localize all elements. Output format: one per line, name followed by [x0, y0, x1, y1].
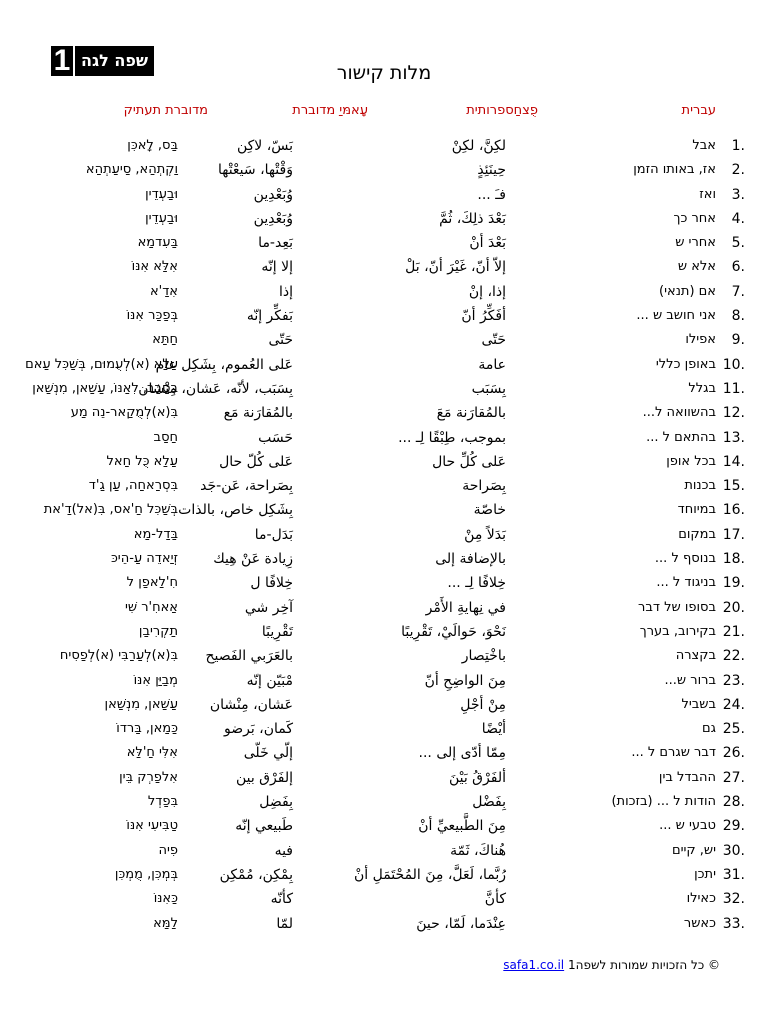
tatik-cell: בִּסַבַב, לִאַנּוֹ, עַשַׁאן, מִנְשַׁאן [32, 380, 178, 396]
logo-number: 1 [51, 46, 73, 76]
hebrew-cell: בקירוב, בערך [639, 623, 716, 639]
tatik-cell: לַמַּא [153, 915, 178, 931]
table-row [0, 840, 768, 864]
fusha-cell: أيْضًا [481, 721, 506, 738]
table-row [0, 208, 768, 232]
row-number: 21. [722, 623, 745, 640]
row-number: 26. [722, 745, 745, 762]
hebrew-cell: אבל [692, 138, 716, 153]
amia-cell: كأنّه [270, 891, 293, 908]
table-row [0, 159, 768, 183]
table-row [0, 184, 768, 208]
row-number: 2. [731, 162, 745, 179]
row-number: 19. [722, 575, 745, 592]
table-row [0, 864, 768, 888]
header-amia: עָ‏אמּיַ‏ מדוברת [292, 103, 368, 118]
row-number: 11. [722, 380, 745, 397]
table-row [0, 815, 768, 839]
hebrew-cell: אלא ש [677, 259, 716, 275]
amia-cell: وُبَعْدِين [253, 210, 293, 227]
row-number: 5. [731, 235, 745, 252]
amia-cell: عَشان، مِنْشان [209, 696, 293, 713]
tatik-cell: מְבַיַּן אִנּוֹ [133, 672, 178, 688]
row-number: 23. [722, 672, 745, 689]
tatik-cell: וּבַעְדֵין [145, 186, 178, 202]
amia-cell: بِشَكِل خاص، بالذات [178, 502, 293, 519]
fusha-cell: بَعْدَ ذلِكَ، ثُمَّ [439, 210, 506, 227]
fusha-cell: رُبَّما، لَعَلَّ، مِنَ المُحْتَمَلِ أنْ [353, 866, 506, 883]
table-row [0, 767, 768, 791]
row-number: 24. [722, 696, 745, 713]
fusha-cell: مِنَ الطَّبيعيِّ أنْ [418, 818, 506, 835]
table-row [0, 232, 768, 256]
table-row [0, 645, 768, 669]
hebrew-cell: אפילו [685, 332, 716, 348]
header-tatik: מדוברת תעתיק [123, 103, 208, 118]
amia-cell: إلفَرْق بين [235, 769, 293, 786]
tatik-cell: חַסַב [153, 429, 178, 445]
fusha-cell: فـَ ... [477, 186, 506, 203]
fusha-cell: بِفَضْل [472, 794, 506, 811]
fusha-cell: ألفَرْقُ بَيْنَ [448, 769, 506, 786]
tatik-cell: בַּדַל-מַא [133, 526, 178, 542]
row-number: 33. [722, 915, 745, 932]
header-fusha: פֻ‏צחַ‏ספרותית [466, 103, 538, 118]
tatik-cell: אַאחִ'ר שִׁי [124, 599, 178, 615]
row-number: 17. [722, 526, 745, 543]
table-row [0, 475, 768, 499]
tatik-cell: כַּאִנּוֹ [153, 891, 178, 907]
hebrew-cell: ואז [699, 186, 716, 202]
hebrew-cell: הודות ל ... (בזכות) [611, 794, 716, 810]
fusha-cell: نَحْوَ، حَوالَيْ، تَقْرِيبًا [401, 623, 506, 640]
amia-cell: بِفَضِل [259, 794, 293, 811]
hebrew-cell: בגלל [688, 380, 716, 396]
amia-cell: بالعَرَبي الفَصيح [205, 648, 293, 665]
hebrew-cell: אחרי ש [675, 235, 716, 251]
amia-cell: زِيادة عَنْ هِيك [213, 551, 293, 568]
table-row [0, 791, 768, 815]
amia-cell: إذا [278, 283, 293, 300]
fusha-cell: حَتّى [481, 332, 506, 349]
row-number: 10. [722, 356, 745, 373]
table-row [0, 548, 768, 572]
fusha-cell: بَعْدَ أنْ [469, 235, 506, 252]
hebrew-cell: בקצרה [675, 648, 716, 664]
row-number: 13. [722, 429, 745, 446]
amia-cell: إلّي خَلّى [243, 745, 293, 762]
table-row [0, 597, 768, 621]
fusha-cell: عامة [478, 356, 506, 373]
row-number: 3. [731, 186, 745, 203]
hebrew-cell: בהשוואה ל... [642, 405, 716, 421]
tatik-cell: אִלַּא אִנּוֹ [131, 259, 178, 275]
table-row [0, 888, 768, 912]
table-row [0, 913, 768, 937]
tatik-cell: בְּמְכִּן, מֻמְכִּן [114, 866, 178, 882]
row-number: 25. [722, 721, 745, 738]
row-number: 6. [731, 259, 745, 276]
amia-cell: طَبيعي إنّه [235, 818, 293, 835]
hebrew-cell: בשביל [681, 696, 716, 712]
hebrew-cell: בכנות [684, 478, 716, 494]
table-row [0, 718, 768, 742]
tatik-cell: טַבִּיעִי אִנּוֹ [126, 818, 178, 834]
amia-cell: بِسَبَب، لأنّه، عَشان، مِنْشان [138, 380, 293, 397]
amia-cell: كَمان، بَرضو [223, 721, 293, 738]
fusha-cell: هُناكَ، ثَمّة [450, 842, 506, 859]
tatik-cell: אִלִּי חַ'לַּא [126, 745, 178, 761]
row-number: 12. [722, 405, 745, 422]
website-link[interactable]: safa1.co.il [503, 958, 565, 972]
tatik-cell: כַּמַאן, בַּרדוֹ [116, 721, 178, 737]
hebrew-cell: אני חושב ש ... [636, 308, 716, 324]
tatik-cell: בְּפַכַּר אִנּוֹ [126, 308, 178, 324]
amia-cell: بَعِد-ما [258, 235, 293, 252]
hebrew-cell: בנוסף ל ... [654, 551, 716, 567]
table-row [0, 694, 768, 718]
table-row [0, 524, 768, 548]
amia-cell: بِصَراحة، عَن-جَد [200, 478, 293, 495]
tatik-cell: בַּעִדמַא [137, 235, 178, 251]
table-row [0, 427, 768, 451]
table-row [0, 329, 768, 353]
row-number: 8. [731, 308, 745, 325]
hebrew-cell: ההבדל בין [658, 769, 716, 785]
fusha-cell: في نِهايةِ الأَمْر [425, 599, 506, 616]
tatik-cell: עַלַא כֻּל חַאל [106, 453, 178, 469]
amia-cell: وُبَعْدِين [253, 186, 293, 203]
hebrew-cell: באופן כללי [655, 356, 716, 372]
tatik-cell: אִלפַרְק בֵּין [119, 769, 178, 785]
fusha-cell: بِسَبَب [471, 380, 506, 397]
row-number: 27. [722, 769, 745, 786]
row-number: 28. [722, 794, 745, 811]
word-table [0, 135, 768, 937]
fusha-cell: عِنْدَما، لَمّا، حينَ [416, 915, 506, 932]
table-row [0, 621, 768, 645]
fusha-cell: بالإضافة إلى [435, 551, 506, 568]
amia-cell: فيه [274, 842, 293, 859]
hebrew-cell: דבר שגרם ל ... [631, 745, 716, 761]
table-row [0, 499, 768, 523]
amia-cell: بَفكِّر إنّه [246, 308, 293, 325]
hebrew-cell: אם (תנאי) [659, 283, 716, 299]
row-number: 14. [722, 453, 745, 470]
hebrew-cell: גם [702, 721, 716, 737]
tatik-cell: חִ'לַאפַן ל [126, 575, 178, 591]
fusha-cell: مِنْ أجْلِ [460, 696, 506, 713]
table-row [0, 135, 768, 159]
row-number: 9. [731, 332, 745, 349]
fusha-cell: خِلافًا لِـ ... [447, 575, 506, 592]
row-number: 29. [722, 818, 745, 835]
hebrew-cell: יש, קיים [671, 842, 716, 858]
table-row [0, 670, 768, 694]
fusha-cell: باخْتِصار [461, 648, 506, 665]
amia-cell: عَلى كُلّ حال [219, 453, 293, 470]
tatik-cell: וּבַעְדֵין [145, 210, 178, 226]
table-row [0, 572, 768, 596]
tatik-cell: בִּ(א)לְמֻקַאר-נֵה מַע [70, 405, 178, 421]
page-title: מלות קישור [336, 62, 432, 84]
tatik-cell: עַשַׁאן, מִנְשַׁאן [104, 696, 178, 712]
tatik-cell: תַקְרִיבַן [138, 623, 178, 639]
table-row [0, 451, 768, 475]
amia-cell: حَتّى [268, 332, 293, 349]
row-number: 4. [731, 210, 745, 227]
row-number: 20. [722, 599, 745, 616]
header-hebrew: עברית [681, 103, 716, 118]
tatik-cell: בִּסְרַאחַה, עַן גַ'ד [88, 478, 178, 494]
table-row [0, 281, 768, 305]
amia-cell: إلا إنّه [261, 259, 293, 276]
amia-cell: وَقْتْها، سَيعْتْها [217, 162, 293, 179]
amia-cell: بَدَل-ما [254, 526, 293, 543]
tatik-cell: וַקְתְהַא, סַיעַתְהַא [85, 162, 178, 178]
fusha-cell: خاصّة [473, 502, 506, 519]
tatik-cell: בִּפַדְל [147, 794, 178, 810]
fusha-cell: إذا، إنْ [468, 283, 506, 300]
fusha-cell: بموجب، طِبْقًا لِـ ... [398, 429, 506, 446]
fusha-cell: حِينَئِذٍ [477, 162, 506, 179]
hebrew-cell: כאשר [683, 915, 716, 931]
table-row [0, 256, 768, 280]
tatik-cell: עַלַא (א)לְעֻמוּם, בְּשַׁכִּל עַאם [25, 356, 178, 372]
row-number: 18. [722, 551, 745, 568]
fusha-cell: أفَكِّرُ أنّ [461, 308, 506, 325]
row-number: 32. [722, 891, 745, 908]
row-number: 30. [722, 842, 745, 859]
footer [503, 958, 720, 972]
amia-cell: مْبَيّن إنّه [246, 672, 293, 689]
fusha-cell: مِمّا أدّى إلى ... [418, 745, 506, 762]
hebrew-cell: בסופו של דבר [638, 599, 716, 615]
hebrew-cell: במיוחד [677, 502, 716, 518]
row-number: 16. [722, 502, 745, 519]
tatik-cell: אִדַ'א [149, 283, 178, 299]
table-row [0, 742, 768, 766]
fusha-cell: عَلى كُلِّ حال [432, 453, 506, 470]
tatik-cell: בְּשַׁכִּל חַ'אס, בִּ(אל)דַ'את [43, 502, 178, 518]
column-headers [0, 103, 768, 121]
hebrew-cell: יתכן [694, 866, 716, 882]
table-row [0, 305, 768, 329]
amia-cell: حَسَب [258, 429, 293, 446]
row-number: 7. [731, 283, 745, 300]
fusha-cell: بَدَلاً مِنْ [464, 526, 506, 543]
amia-cell: بِمْكِن، مُمْكِن [219, 866, 293, 883]
amia-cell: عَلى العُموم، بِشَكِل عام [155, 356, 293, 373]
row-number: 15. [722, 478, 745, 495]
amia-cell: خِلافًا ل [250, 575, 293, 592]
fusha-cell: إلاّ أنّ، غَيْرَ أنّ، بَلْ [405, 259, 506, 276]
logo-text: שפה לגה [75, 46, 154, 76]
fusha-cell: لكِنَّ، لكِنْ [451, 138, 506, 154]
tatik-cell: פִיה [158, 842, 178, 858]
fusha-cell: بالمُقارَنة مَعَ [436, 405, 506, 422]
hebrew-cell: בכל אופן [666, 453, 716, 469]
hebrew-cell: ברור ש... [664, 672, 716, 688]
row-number: 22. [722, 648, 745, 665]
hebrew-cell: במקום [678, 526, 716, 542]
hebrew-cell: טבעי ש ... [659, 818, 716, 834]
hebrew-cell: כאילו [686, 891, 716, 907]
tatik-cell: בַּס, לָאכִּן [127, 138, 178, 153]
fusha-cell: مِنَ الواضِحِ أنّ [424, 672, 506, 689]
tatik-cell: בִּ(א)לְעַרַבִּי (א)לְפַסִיח [59, 648, 178, 664]
row-number: 1. [731, 138, 745, 154]
hebrew-cell: אז, באותו הזמן [633, 162, 716, 178]
hebrew-cell: בניגוד ל ... [656, 575, 716, 591]
tatik-cell: זְיַאדֵה עַ-הֵיכּ [110, 551, 178, 567]
table-row [0, 378, 768, 402]
hebrew-cell: אחר כך [673, 210, 716, 226]
amia-cell: بَسّ، لاكِن [236, 138, 293, 154]
fusha-cell: كأنَّ [484, 891, 506, 908]
amia-cell: آخِر شي [244, 599, 293, 616]
fusha-cell: بِصَراحة [462, 478, 506, 495]
table-row [0, 354, 768, 378]
amia-cell: بالمُقارَنة مَع [223, 405, 293, 422]
row-number: 31. [722, 866, 745, 883]
copyright-text: © כל הזכויות שמורות לשפה1 [567, 958, 720, 972]
table-row [0, 402, 768, 426]
amia-cell: تَقْرِيبًا [261, 623, 293, 640]
tatik-cell: חַתַּא [152, 332, 178, 348]
hebrew-cell: בהתאם ל ... [646, 429, 716, 445]
amia-cell: لمّا [276, 915, 293, 932]
